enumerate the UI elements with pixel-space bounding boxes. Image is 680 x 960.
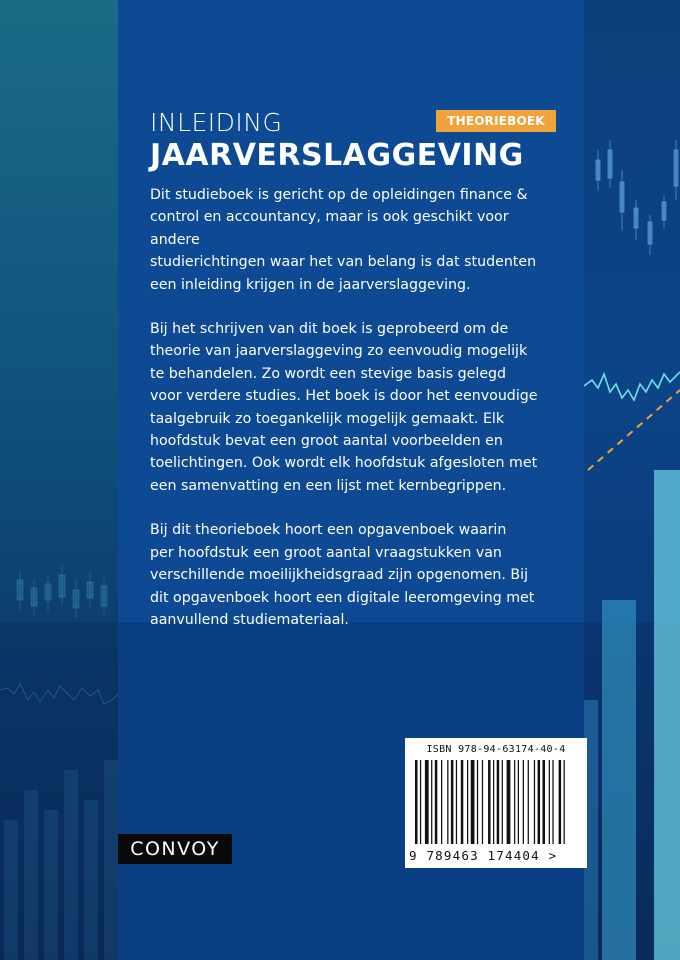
title-line-2: JAARVERSLAGGEVING [150, 138, 524, 173]
barcode-digits: 9 789463 174404 > [409, 848, 558, 863]
isbn-label: ISBN 978-94-63174-40-4 [426, 744, 566, 755]
barcode-bars [415, 760, 579, 846]
blurb-paragraph-2: Bij het schrijven van dit boek is geprobeerd om de theorie van jaarverslaggeving zo eenvoudig mogelijk te behandelen. Zo wordt een stevige basis gelegd voor verdere studies. Het boek is door het eenvoudige taalgebruik zo toegankelijk mogelijk gemaakt. Elk hoofdstuk bevat een groot aantal voorbeelden en toelichtingen. Ook wordt elk hoofdstuk afgesloten met een samenvatting en een lijst met kernbegrippen. [150, 321, 538, 494]
left-line-chart [0, 684, 118, 704]
blurb-paragraph-3: Bij dit theorieboek hoort een opgavenboek waarin per hoofdstuk een groot aantal vraagstukken van verschillende moeilijkheidsgraad zijn opgenomen. Bij dit opgavenboek hoort een digitale leeromgeving met aanvullend studiemateriaal. [150, 522, 535, 628]
title-line-1: INLEIDING [150, 108, 283, 137]
theorieboek-badge: THEORIEBOEK [436, 110, 556, 132]
isbn-barcode [405, 738, 587, 868]
right-line-chart [584, 372, 680, 400]
blurb-text [150, 184, 555, 653]
publisher-logo: CONVOY [118, 834, 232, 864]
trend-dash-line [588, 390, 680, 470]
blurb-paragraph-1: Dit studieboek is gericht op de opleidingen finance & control en accountancy, maar is ook geschikt voor andere studierichtingen waar het van belang is dat studenten een inleiding krijgen in de jaarverslaggeving. [150, 187, 537, 293]
